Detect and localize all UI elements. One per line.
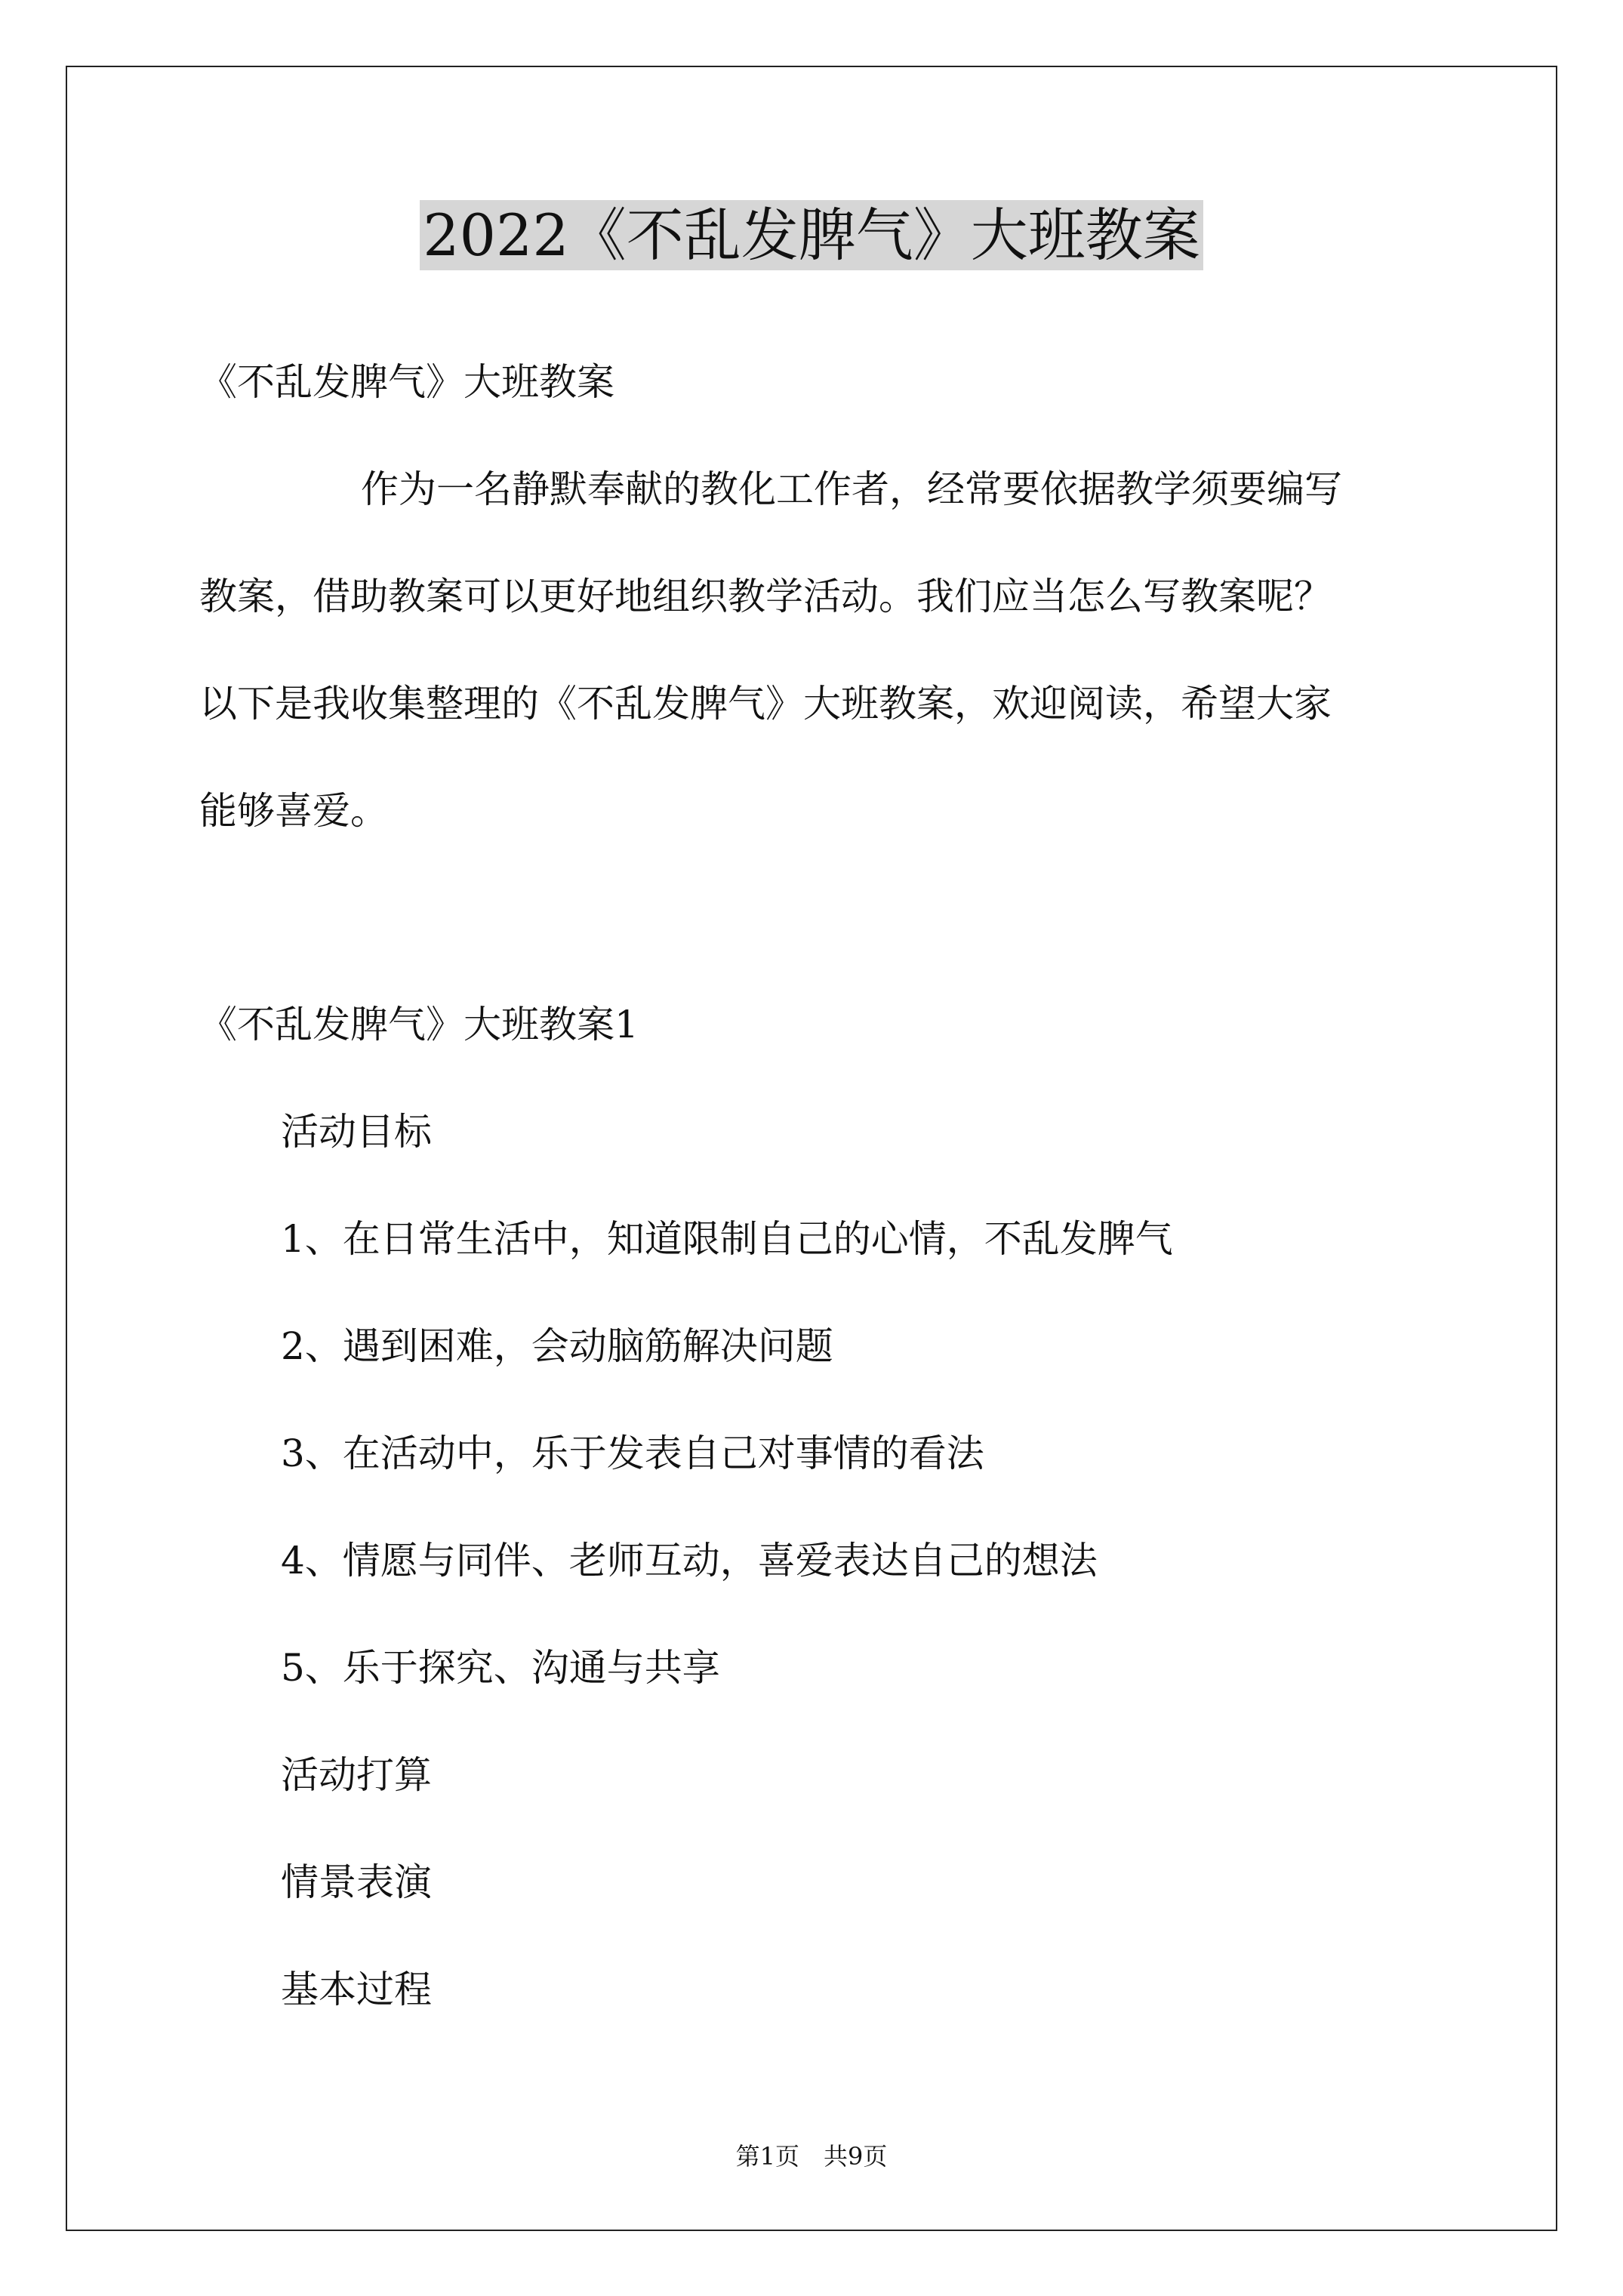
body-line-4: 3、在活动中，乐于发表自己对事情的看法 (281, 1432, 984, 1475)
page-footer: 第1页 共9页 (735, 2142, 888, 2171)
body-line-3: 2、遇到困难，会动脑筋解决问题 (281, 1324, 833, 1368)
body-line-5: 4、情愿与同伴、老师互动，喜爱表达自己的想法 (281, 1539, 1098, 1583)
body-line-9: 基本过程 (281, 1968, 432, 2011)
body-line-1: 活动目标 (281, 1110, 432, 1154)
section-heading: 《不乱发脾气》大班教案1 (199, 1003, 639, 1046)
intro-line-2: 教案，借助教案可以更好地组织教学活动。我们应当怎么写教案呢？ (199, 575, 1332, 618)
body-line-6: 5、乐于探究、沟通与共享 (281, 1646, 720, 1690)
document-title (0, 198, 1623, 273)
body-line-7: 活动打算 (281, 1753, 432, 1797)
intro-line-3: 以下是我收集整理的《不乱发脾气》大班教案，欢迎阅读，希望大家 (199, 682, 1332, 726)
intro-line-1: 作为一名静默奉献的教化工作者，经常要依据教学须要编写 (361, 467, 1342, 511)
body-line-8: 情景表演 (281, 1860, 432, 1904)
document-subtitle: 《不乱发脾气》大班教案 (199, 360, 614, 404)
body-line-2: 1、在日常生活中，知道限制自己的心情，不乱发脾气 (281, 1217, 1173, 1261)
intro-line-4: 能够喜爱。 (199, 789, 388, 833)
document-title-text: 2022《不乱发脾气》大班教案 (420, 200, 1203, 270)
